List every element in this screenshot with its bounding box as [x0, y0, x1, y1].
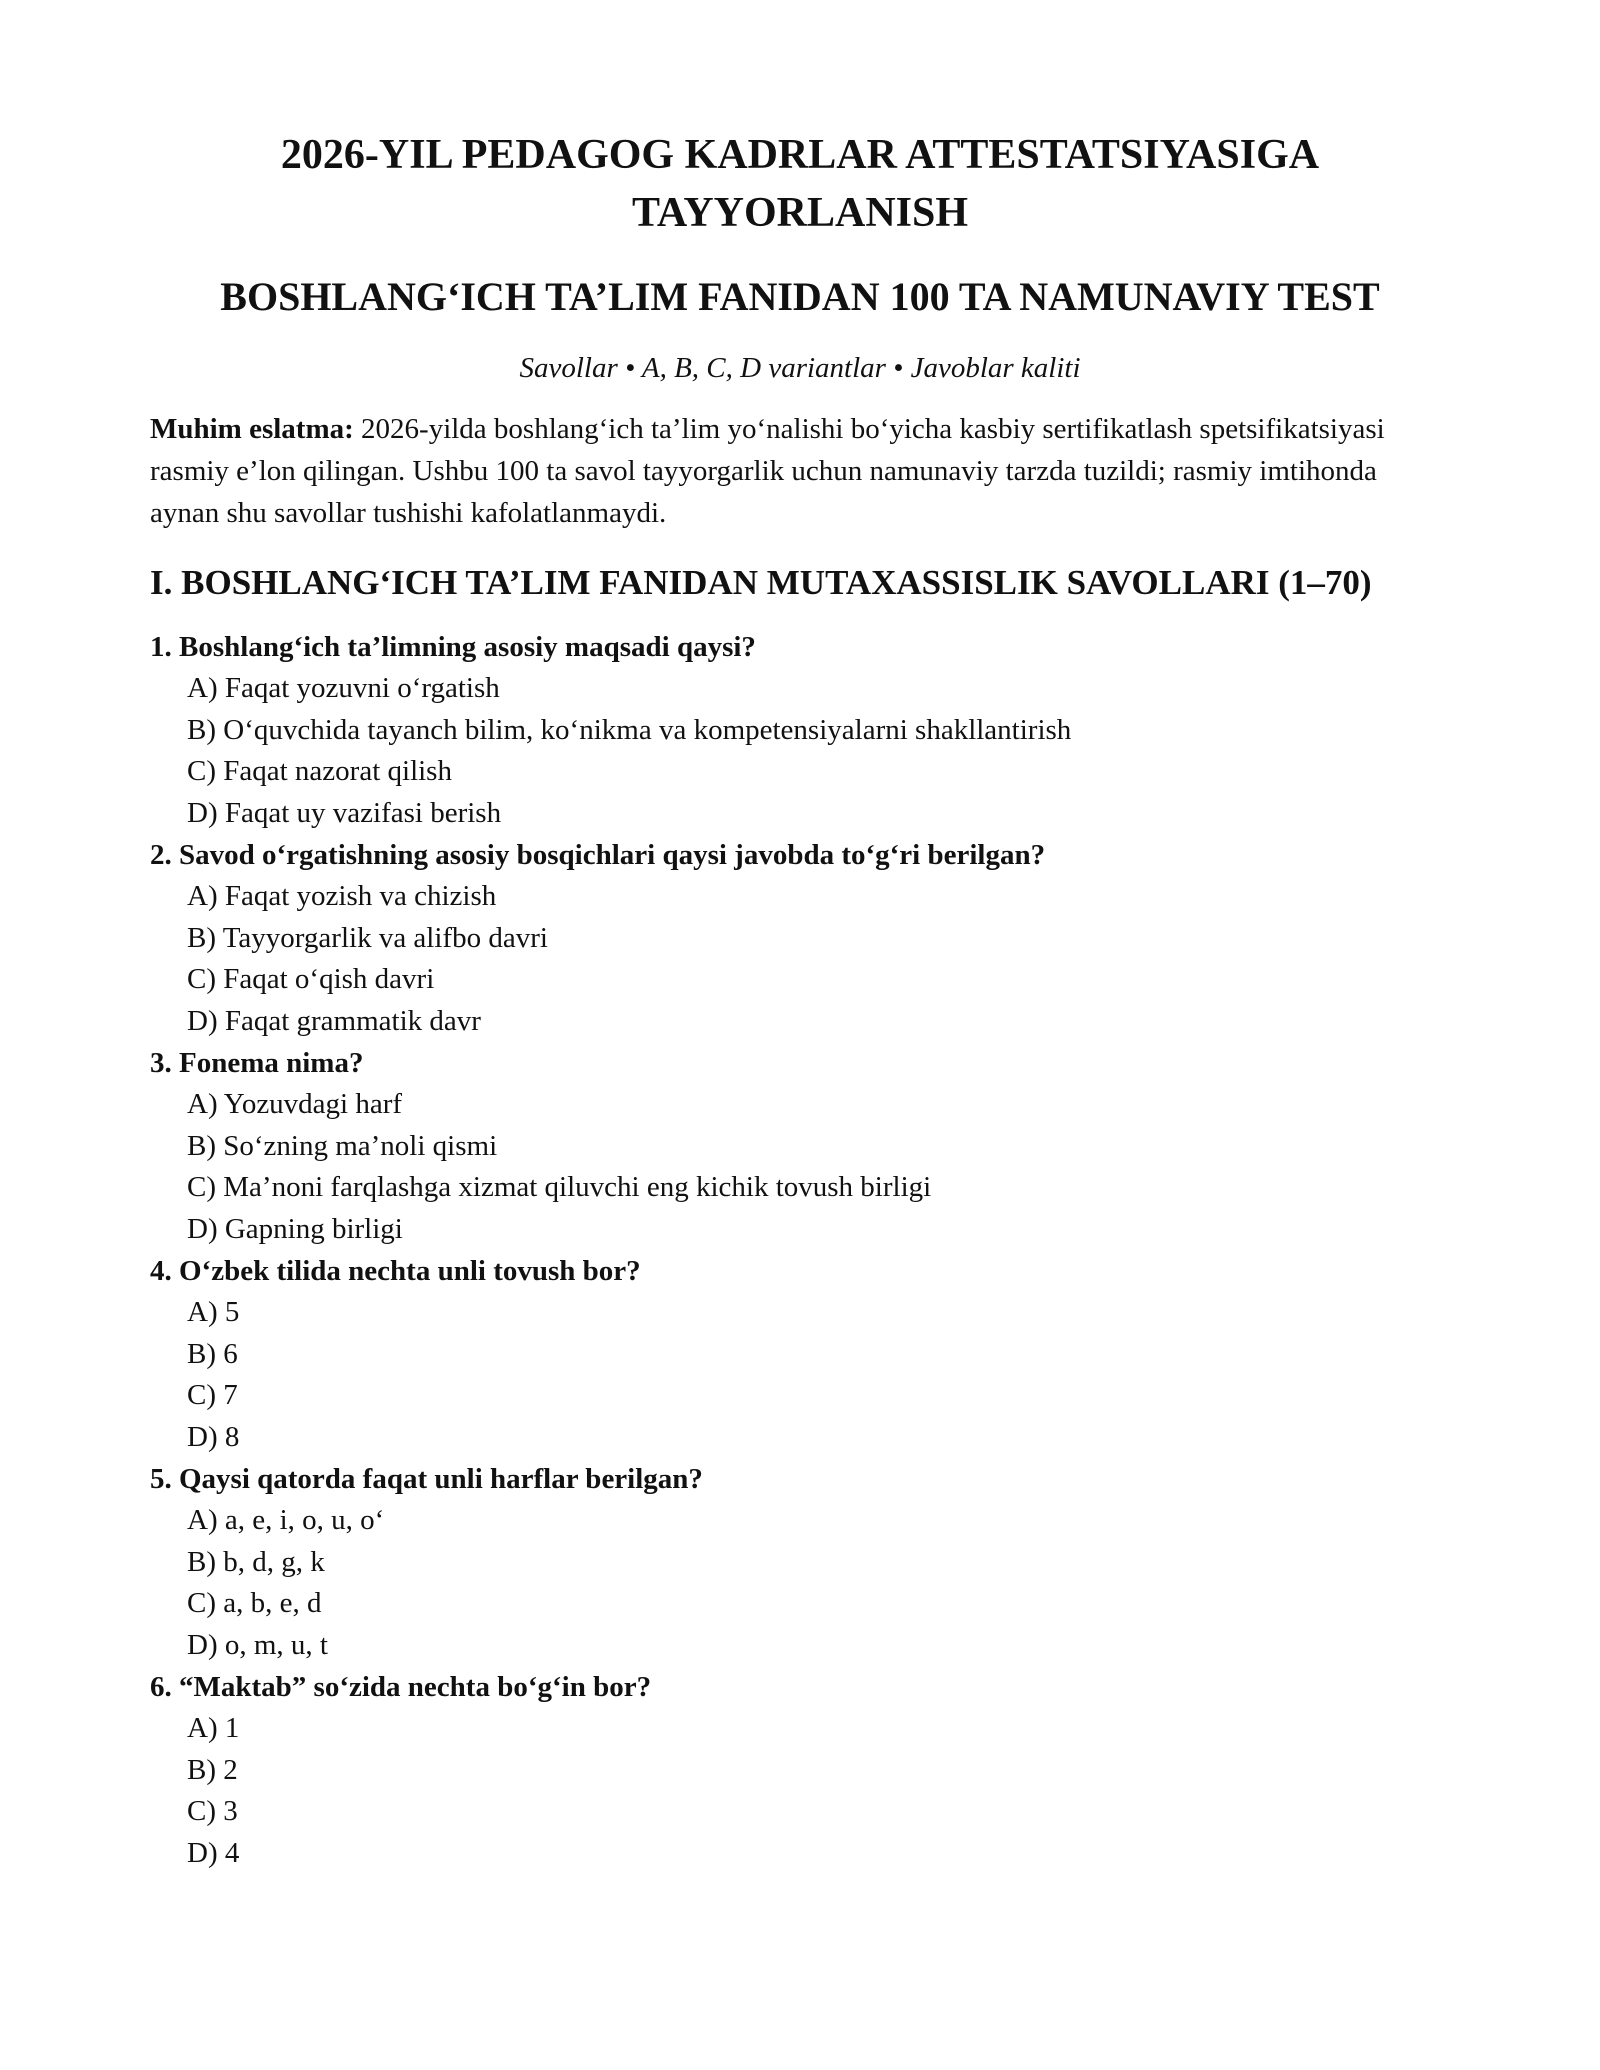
question-item	[150, 626, 1450, 834]
document-subtitle-heading: BOSHLANG‘ICH TA’LIM FANIDAN 100 TA NAMUNAVIY TEST	[220, 274, 1380, 319]
question-text: 4. O‘zbek tilida nechta unli tovush bor?	[150, 1255, 641, 1287]
option-list	[150, 668, 1450, 834]
option-a: A) Faqat yozuvni o‘rgatish	[187, 672, 500, 704]
important-note	[150, 408, 1450, 534]
question-item	[150, 1042, 1450, 1250]
option-d: D) Faqat grammatik davr	[187, 1004, 481, 1037]
option-c: C) Ma’noni farqlashga xizmat qiluvchi eng kichik tovush birligi	[187, 1171, 932, 1203]
question-text: 6. “Maktab” so‘zida nechta bo‘g‘in bor?	[150, 1671, 652, 1703]
question-text: 1. Boshlang‘ich ta’limning asosiy maqsadi qaysi?	[150, 631, 756, 663]
option-c: C) 3	[187, 1795, 238, 1827]
option-a: A) Faqat yozish va chizish	[187, 880, 497, 912]
option-b: B) So‘zning ma’noli qismi	[187, 1129, 498, 1162]
option-a: A) 1	[187, 1712, 240, 1744]
option-list	[150, 1500, 1450, 1666]
option-d: D) 4	[187, 1836, 240, 1869]
option-b: B) Tayyorgarlik va alifbo davri	[187, 921, 548, 954]
option-list	[150, 876, 1450, 1042]
option-a: A) 5	[187, 1296, 240, 1328]
important-note-label: Muhim eslatma:	[150, 413, 354, 445]
option-d: D) Gapning birligi	[187, 1212, 403, 1245]
question-list	[150, 626, 1450, 1874]
question-item	[150, 1250, 1450, 1458]
option-b: B) 6	[187, 1337, 238, 1370]
document-tagline: Savollar • A, B, C, D variantlar • Javoblar kaliti	[519, 352, 1081, 384]
option-c: C) Faqat nazorat qilish	[187, 755, 452, 787]
option-b: B) b, d, g, k	[187, 1545, 325, 1578]
question-text: 5. Qaysi qatorda faqat unli harflar berilgan?	[150, 1463, 703, 1495]
option-a: A) a, e, i, o, u, o‘	[187, 1504, 385, 1536]
document-title: 2026-YIL PEDAGOG KADRLAR ATTESTATSIYASIGA TAYYORLANISH	[280, 132, 1320, 236]
option-d: D) o, m, u, t	[187, 1628, 328, 1661]
option-b: B) O‘quvchida tayanch bilim, ko‘nikma va kompetensiyalarni shakllantirish	[187, 713, 1072, 746]
option-c: C) Faqat o‘qish davri	[187, 963, 435, 995]
important-note-text: 2026-yilda boshlang‘ich ta’lim yo‘nalishi bo‘yicha kasbiy sertifikatlash spetsifikatsiyasi rasmiy e’lon qilingan. Ushbu 100 ta savol tayyorgarlik uchun namunaviy tarzda tuzildi; rasmiy imtihonda aynan shu savollar tushishi kafolatlanmaydi.	[150, 413, 1385, 529]
option-list	[150, 1292, 1450, 1458]
option-list	[150, 1708, 1450, 1874]
option-a: A) Yozuvdagi harf	[187, 1088, 403, 1120]
option-c: C) 7	[187, 1379, 238, 1411]
question-text: 2. Savod o‘rgatishning asosiy bosqichlari qaysi javobda to‘g‘ri berilgan?	[150, 839, 1046, 871]
option-d: D) Faqat uy vazifasi berish	[187, 796, 502, 829]
question-text: 3. Fonema nima?	[150, 1047, 364, 1079]
option-list	[150, 1084, 1450, 1250]
question-item	[150, 834, 1450, 1042]
question-item	[150, 1666, 1450, 1874]
question-item	[150, 1458, 1450, 1666]
option-c: C) a, b, e, d	[187, 1587, 322, 1619]
option-d: D) 8	[187, 1420, 240, 1453]
section-heading: I. BOSHLANG‘ICH TA’LIM FANIDAN MUTAXASSISLIK SAVOLLARI (1–70)	[150, 563, 1372, 602]
option-b: B) 2	[187, 1753, 238, 1786]
